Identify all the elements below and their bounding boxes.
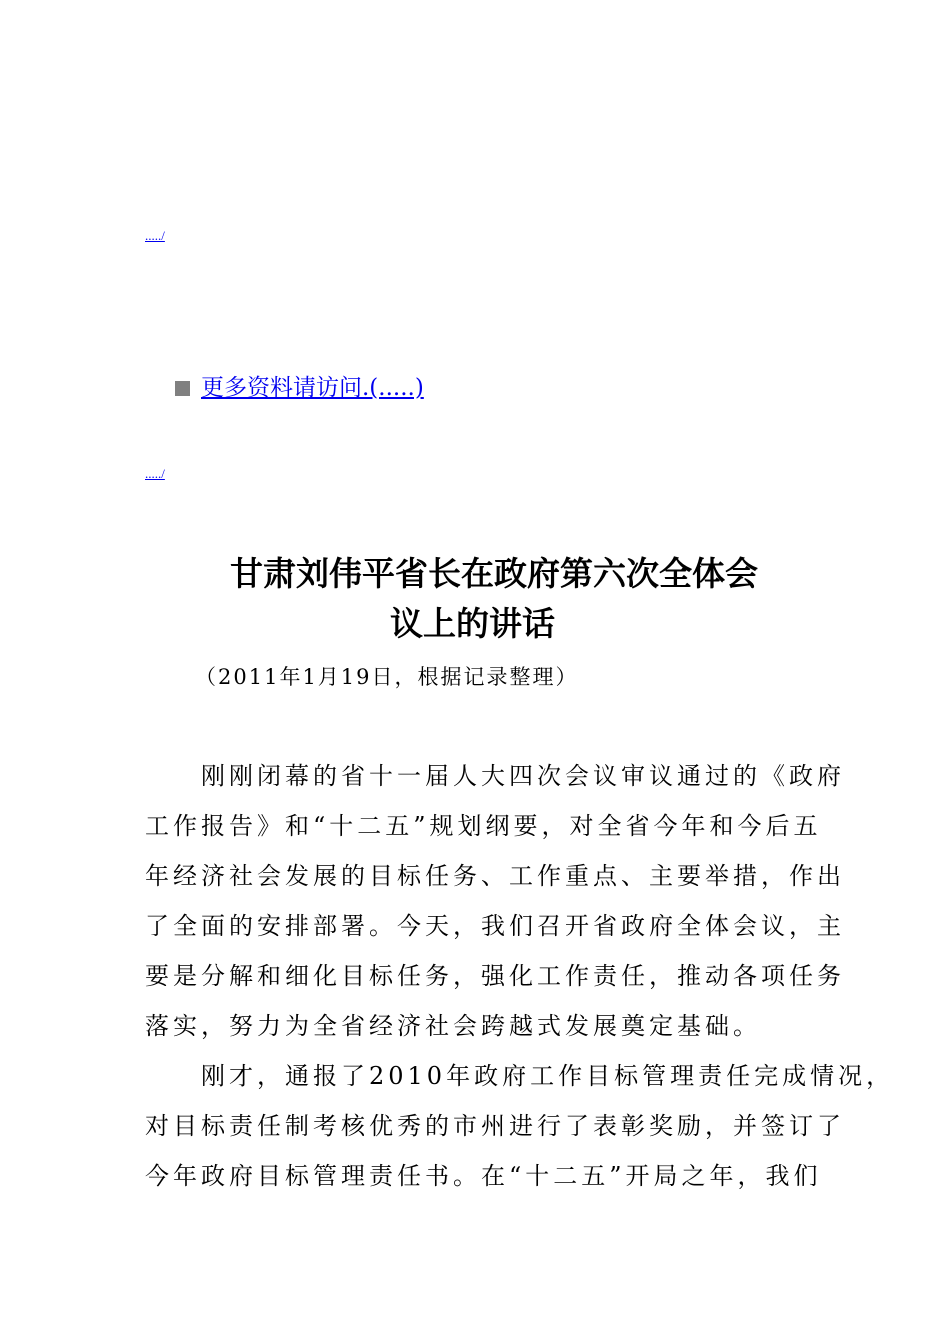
document-title-line-2: 议上的讲话 <box>390 604 555 643</box>
paragraph-line: 要是分解和细化目标任务，强化工作责任，推动各项任务 <box>145 962 845 990</box>
paragraph-line: 刚才，通报了2010年政府工作目标管理责任完成情况， <box>145 1062 895 1090</box>
paragraph-line: 工作报告》和“十二五”规划纲要，对全省今年和今后五 <box>145 812 822 840</box>
document-subtitle: （2011年1月19日，根据记录整理） <box>195 665 579 689</box>
site-link-bottom[interactable]: ...../ <box>145 466 165 481</box>
paragraph-line: 对目标责任制考核优秀的市州进行了表彰奖励，并签订了 <box>145 1112 845 1140</box>
paragraph-line: 今年政府目标管理责任书。在“十二五”开局之年，我们 <box>145 1162 822 1190</box>
paragraph-line: 刚刚闭幕的省十一届人大四次会议审议通过的《政府 <box>145 762 845 790</box>
paragraph-line: 了全面的安排部署。今天，我们召开省政府全体会议，主 <box>145 912 845 940</box>
more-info-link[interactable]: 更多资料请访问.(.....) <box>201 375 424 401</box>
paragraph-line: 落实，努力为全省经济社会跨越式发展奠定基础。 <box>145 1012 761 1040</box>
more-info-row <box>175 372 424 404</box>
document-title-line-1: 甘肃刘伟平省长在政府第六次全体会 <box>230 554 758 593</box>
square-bullet-icon <box>175 381 190 396</box>
paragraph-line: 年经济社会发展的目标任务、工作重点、主要举措，作出 <box>145 862 845 890</box>
site-link-top[interactable]: ...../ <box>145 228 165 243</box>
